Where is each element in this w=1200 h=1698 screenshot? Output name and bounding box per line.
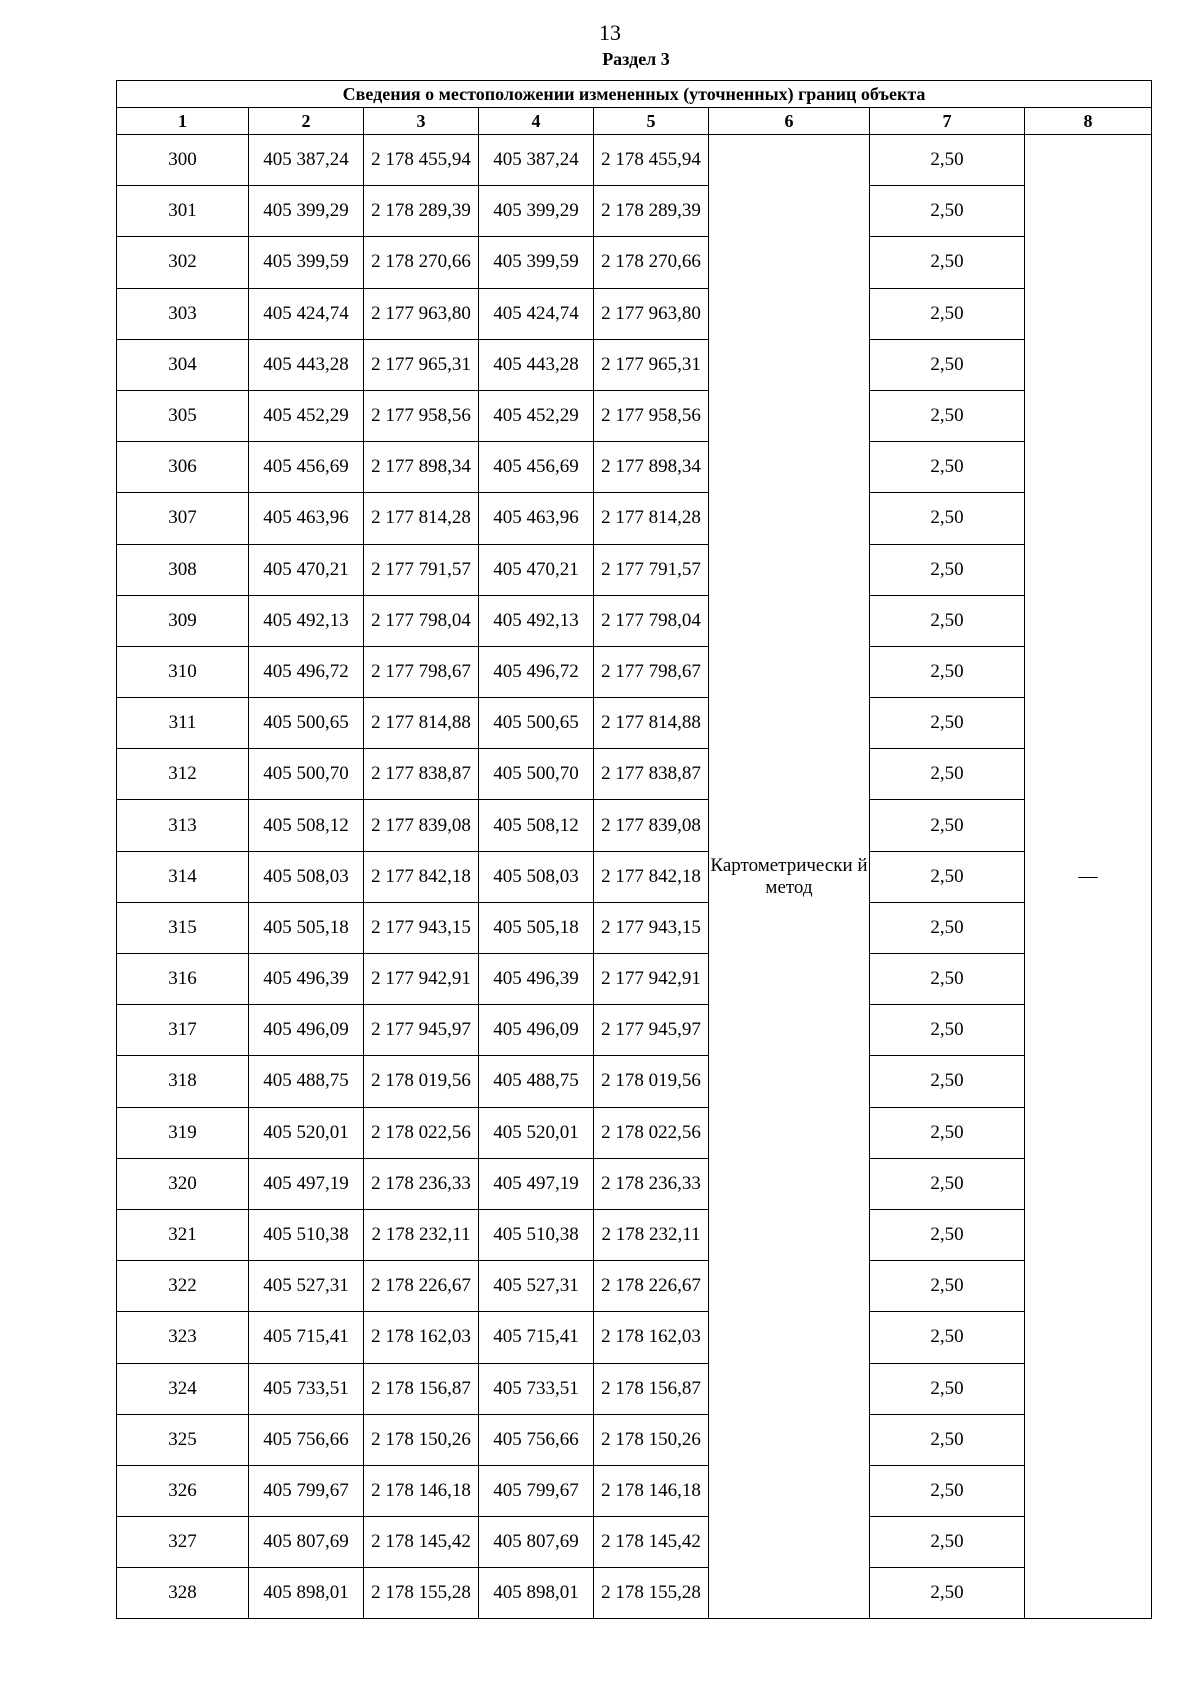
point-number-cell: 304: [117, 339, 249, 390]
point-number-cell: 325: [117, 1414, 249, 1465]
accuracy-cell: 2,50: [870, 749, 1025, 800]
table-row: [117, 1056, 1152, 1107]
refined-y-cell: 2 177 963,80: [594, 288, 709, 339]
point-number-cell: 316: [117, 954, 249, 1005]
refined-x-cell: 405 488,75: [479, 1056, 594, 1107]
accuracy-cell: 2,50: [870, 493, 1025, 544]
accuracy-cell: 2,50: [870, 1414, 1025, 1465]
accuracy-cell: 2,50: [870, 1363, 1025, 1414]
existing-y-cell: 2 177 842,18: [364, 851, 479, 902]
refined-x-cell: 405 500,65: [479, 698, 594, 749]
accuracy-cell: 2,50: [870, 902, 1025, 953]
refined-x-cell: 405 387,24: [479, 135, 594, 186]
method-cell: Картометрически й метод: [709, 135, 870, 1619]
refined-y-cell: 2 178 289,39: [594, 186, 709, 237]
point-number-cell: 315: [117, 902, 249, 953]
existing-y-cell: 2 178 226,67: [364, 1261, 479, 1312]
table-row: [117, 954, 1152, 1005]
existing-y-cell: 2 178 155,28: [364, 1568, 479, 1619]
accuracy-cell: 2,50: [870, 851, 1025, 902]
existing-x-cell: 405 463,96: [249, 493, 364, 544]
refined-y-cell: 2 178 150,26: [594, 1414, 709, 1465]
column-number: 2: [249, 108, 364, 135]
existing-y-cell: 2 177 958,56: [364, 390, 479, 441]
table-row: [117, 135, 1152, 186]
existing-x-cell: 405 505,18: [249, 902, 364, 953]
refined-x-cell: 405 715,41: [479, 1312, 594, 1363]
refined-x-cell: 405 510,38: [479, 1209, 594, 1260]
point-number-cell: 324: [117, 1363, 249, 1414]
point-number-cell: 303: [117, 288, 249, 339]
existing-y-cell: 2 177 814,28: [364, 493, 479, 544]
refined-y-cell: 2 178 156,87: [594, 1363, 709, 1414]
point-number-cell: 309: [117, 595, 249, 646]
table-row: [117, 1465, 1152, 1516]
existing-y-cell: 2 178 289,39: [364, 186, 479, 237]
existing-y-cell: 2 177 963,80: [364, 288, 479, 339]
refined-y-cell: 2 178 155,28: [594, 1568, 709, 1619]
table-row: [117, 902, 1152, 953]
refined-x-cell: 405 500,70: [479, 749, 594, 800]
accuracy-cell: 2,50: [870, 646, 1025, 697]
point-number-cell: 322: [117, 1261, 249, 1312]
refined-y-cell: 2 178 162,03: [594, 1312, 709, 1363]
accuracy-cell: 2,50: [870, 390, 1025, 441]
existing-x-cell: 405 733,51: [249, 1363, 364, 1414]
point-number-cell: 327: [117, 1517, 249, 1568]
refined-x-cell: 405 452,29: [479, 390, 594, 441]
refined-x-cell: 405 496,09: [479, 1005, 594, 1056]
accuracy-cell: 2,50: [870, 954, 1025, 1005]
point-number-cell: 308: [117, 544, 249, 595]
column-number: 7: [870, 108, 1025, 135]
existing-x-cell: 405 799,67: [249, 1465, 364, 1516]
existing-x-cell: 405 470,21: [249, 544, 364, 595]
existing-y-cell: 2 178 146,18: [364, 1465, 479, 1516]
column-number: 8: [1025, 108, 1152, 135]
existing-x-cell: 405 387,24: [249, 135, 364, 186]
point-number-cell: 301: [117, 186, 249, 237]
accuracy-cell: 2,50: [870, 1261, 1025, 1312]
refined-x-cell: 405 463,96: [479, 493, 594, 544]
table-row: [117, 544, 1152, 595]
column-number: 3: [364, 108, 479, 135]
accuracy-cell: 2,50: [870, 288, 1025, 339]
existing-x-cell: 405 508,12: [249, 800, 364, 851]
table-row: [117, 1414, 1152, 1465]
existing-x-cell: 405 508,03: [249, 851, 364, 902]
point-number-cell: 317: [117, 1005, 249, 1056]
column8-cell: —: [1025, 135, 1152, 1619]
existing-y-cell: 2 177 898,34: [364, 442, 479, 493]
refined-x-cell: 405 508,03: [479, 851, 594, 902]
table-row: [117, 851, 1152, 902]
point-number-cell: 321: [117, 1209, 249, 1260]
existing-x-cell: 405 500,70: [249, 749, 364, 800]
point-number-cell: 306: [117, 442, 249, 493]
point-number-cell: 310: [117, 646, 249, 697]
existing-y-cell: 2 178 145,42: [364, 1517, 479, 1568]
refined-y-cell: 2 178 270,66: [594, 237, 709, 288]
table-row: [117, 1107, 1152, 1158]
accuracy-cell: 2,50: [870, 339, 1025, 390]
column-number: 5: [594, 108, 709, 135]
existing-x-cell: 405 496,09: [249, 1005, 364, 1056]
page-number: 13: [599, 20, 621, 45]
existing-y-cell: 2 178 150,26: [364, 1414, 479, 1465]
existing-x-cell: 405 756,66: [249, 1414, 364, 1465]
existing-x-cell: 405 510,38: [249, 1209, 364, 1260]
existing-x-cell: 405 399,59: [249, 237, 364, 288]
existing-x-cell: 405 497,19: [249, 1158, 364, 1209]
existing-x-cell: 405 527,31: [249, 1261, 364, 1312]
refined-y-cell: 2 178 146,18: [594, 1465, 709, 1516]
accuracy-cell: 2,50: [870, 1568, 1025, 1619]
existing-y-cell: 2 178 232,11: [364, 1209, 479, 1260]
table-row: [117, 1517, 1152, 1568]
refined-x-cell: 405 733,51: [479, 1363, 594, 1414]
existing-x-cell: 405 715,41: [249, 1312, 364, 1363]
point-number-cell: 300: [117, 135, 249, 186]
existing-y-cell: 2 177 942,91: [364, 954, 479, 1005]
refined-x-cell: 405 756,66: [479, 1414, 594, 1465]
refined-x-cell: 405 399,59: [479, 237, 594, 288]
accuracy-cell: 2,50: [870, 1465, 1025, 1516]
existing-x-cell: 405 898,01: [249, 1568, 364, 1619]
table-row: [117, 1261, 1152, 1312]
refined-y-cell: 2 178 019,56: [594, 1056, 709, 1107]
table-row: [117, 390, 1152, 441]
existing-y-cell: 2 177 965,31: [364, 339, 479, 390]
point-number-cell: 318: [117, 1056, 249, 1107]
point-number-cell: 326: [117, 1465, 249, 1516]
existing-x-cell: 405 500,65: [249, 698, 364, 749]
point-number-cell: 319: [117, 1107, 249, 1158]
accuracy-cell: 2,50: [870, 442, 1025, 493]
point-number-cell: 311: [117, 698, 249, 749]
table-row: [117, 800, 1152, 851]
refined-x-cell: 405 496,39: [479, 954, 594, 1005]
accuracy-cell: 2,50: [870, 135, 1025, 186]
refined-x-cell: 405 898,01: [479, 1568, 594, 1619]
refined-x-cell: 405 496,72: [479, 646, 594, 697]
accuracy-cell: 2,50: [870, 1158, 1025, 1209]
existing-x-cell: 405 496,72: [249, 646, 364, 697]
table-row: [117, 493, 1152, 544]
table-row: [117, 646, 1152, 697]
table-body: [117, 135, 1152, 1619]
accuracy-cell: 2,50: [870, 186, 1025, 237]
accuracy-cell: 2,50: [870, 237, 1025, 288]
table-row: [117, 186, 1152, 237]
refined-y-cell: 2 178 236,33: [594, 1158, 709, 1209]
refined-x-cell: 405 470,21: [479, 544, 594, 595]
accuracy-cell: 2,50: [870, 698, 1025, 749]
existing-x-cell: 405 492,13: [249, 595, 364, 646]
accuracy-cell: 2,50: [870, 1209, 1025, 1260]
section-title: Раздел 3: [602, 49, 670, 69]
column-number: 1: [117, 108, 249, 135]
table-row: [117, 595, 1152, 646]
existing-x-cell: 405 424,74: [249, 288, 364, 339]
table-row: [117, 442, 1152, 493]
refined-y-cell: 2 177 945,97: [594, 1005, 709, 1056]
existing-x-cell: 405 452,29: [249, 390, 364, 441]
existing-x-cell: 405 399,29: [249, 186, 364, 237]
accuracy-cell: 2,50: [870, 1517, 1025, 1568]
accuracy-cell: 2,50: [870, 1312, 1025, 1363]
existing-x-cell: 405 443,28: [249, 339, 364, 390]
column-number: 6: [709, 108, 870, 135]
existing-x-cell: 405 520,01: [249, 1107, 364, 1158]
point-number-cell: 312: [117, 749, 249, 800]
refined-y-cell: 2 178 455,94: [594, 135, 709, 186]
refined-x-cell: 405 424,74: [479, 288, 594, 339]
refined-y-cell: 2 177 814,28: [594, 493, 709, 544]
refined-y-cell: 2 178 232,11: [594, 1209, 709, 1260]
existing-x-cell: 405 496,39: [249, 954, 364, 1005]
accuracy-cell: 2,50: [870, 800, 1025, 851]
refined-y-cell: 2 177 838,87: [594, 749, 709, 800]
refined-x-cell: 405 456,69: [479, 442, 594, 493]
refined-y-cell: 2 178 226,67: [594, 1261, 709, 1312]
refined-x-cell: 405 505,18: [479, 902, 594, 953]
point-number-cell: 302: [117, 237, 249, 288]
accuracy-cell: 2,50: [870, 595, 1025, 646]
existing-x-cell: 405 488,75: [249, 1056, 364, 1107]
column-number-row: [117, 108, 1152, 135]
existing-y-cell: 2 177 839,08: [364, 800, 479, 851]
table-row: [117, 1568, 1152, 1619]
refined-y-cell: 2 178 022,56: [594, 1107, 709, 1158]
point-number-cell: 314: [117, 851, 249, 902]
point-number-cell: 307: [117, 493, 249, 544]
point-number-cell: 320: [117, 1158, 249, 1209]
table-row: [117, 288, 1152, 339]
table-row: [117, 237, 1152, 288]
existing-y-cell: 2 177 945,97: [364, 1005, 479, 1056]
existing-x-cell: 405 456,69: [249, 442, 364, 493]
refined-y-cell: 2 177 839,08: [594, 800, 709, 851]
point-number-cell: 323: [117, 1312, 249, 1363]
refined-y-cell: 2 177 814,88: [594, 698, 709, 749]
existing-y-cell: 2 178 022,56: [364, 1107, 479, 1158]
table-row: [117, 1158, 1152, 1209]
refined-y-cell: 2 177 942,91: [594, 954, 709, 1005]
refined-y-cell: 2 177 791,57: [594, 544, 709, 595]
table-row: [117, 1363, 1152, 1414]
refined-x-cell: 405 399,29: [479, 186, 594, 237]
refined-x-cell: 405 520,01: [479, 1107, 594, 1158]
refined-y-cell: 2 177 798,67: [594, 646, 709, 697]
boundary-coordinates-table: [116, 80, 1152, 1619]
refined-y-cell: 2 177 898,34: [594, 442, 709, 493]
refined-y-cell: 2 177 958,56: [594, 390, 709, 441]
point-number-cell: 313: [117, 800, 249, 851]
existing-y-cell: 2 178 236,33: [364, 1158, 479, 1209]
table-row: [117, 1312, 1152, 1363]
refined-x-cell: 405 799,67: [479, 1465, 594, 1516]
existing-y-cell: 2 177 838,87: [364, 749, 479, 800]
table-row: [117, 339, 1152, 390]
column-number: 4: [479, 108, 594, 135]
refined-x-cell: 405 527,31: [479, 1261, 594, 1312]
refined-y-cell: 2 177 798,04: [594, 595, 709, 646]
accuracy-cell: 2,50: [870, 1107, 1025, 1158]
table-row: [117, 1005, 1152, 1056]
refined-x-cell: 405 492,13: [479, 595, 594, 646]
table-row: [117, 749, 1152, 800]
refined-y-cell: 2 177 842,18: [594, 851, 709, 902]
refined-x-cell: 405 497,19: [479, 1158, 594, 1209]
existing-y-cell: 2 178 162,03: [364, 1312, 479, 1363]
accuracy-cell: 2,50: [870, 1005, 1025, 1056]
existing-y-cell: 2 178 156,87: [364, 1363, 479, 1414]
refined-y-cell: 2 178 145,42: [594, 1517, 709, 1568]
existing-y-cell: 2 177 791,57: [364, 544, 479, 595]
accuracy-cell: 2,50: [870, 1056, 1025, 1107]
point-number-cell: 305: [117, 390, 249, 441]
existing-x-cell: 405 807,69: [249, 1517, 364, 1568]
existing-y-cell: 2 178 019,56: [364, 1056, 479, 1107]
refined-y-cell: 2 177 965,31: [594, 339, 709, 390]
existing-y-cell: 2 178 270,66: [364, 237, 479, 288]
accuracy-cell: 2,50: [870, 544, 1025, 595]
refined-x-cell: 405 443,28: [479, 339, 594, 390]
table-caption: Сведения о местоположении измененных (уточненных) границ объекта: [117, 81, 1152, 108]
existing-y-cell: 2 178 455,94: [364, 135, 479, 186]
existing-y-cell: 2 177 814,88: [364, 698, 479, 749]
table-row: [117, 698, 1152, 749]
point-number-cell: 328: [117, 1568, 249, 1619]
existing-y-cell: 2 177 798,04: [364, 595, 479, 646]
table-row: [117, 1209, 1152, 1260]
refined-x-cell: 405 807,69: [479, 1517, 594, 1568]
existing-y-cell: 2 177 943,15: [364, 902, 479, 953]
existing-y-cell: 2 177 798,67: [364, 646, 479, 697]
refined-y-cell: 2 177 943,15: [594, 902, 709, 953]
refined-x-cell: 405 508,12: [479, 800, 594, 851]
